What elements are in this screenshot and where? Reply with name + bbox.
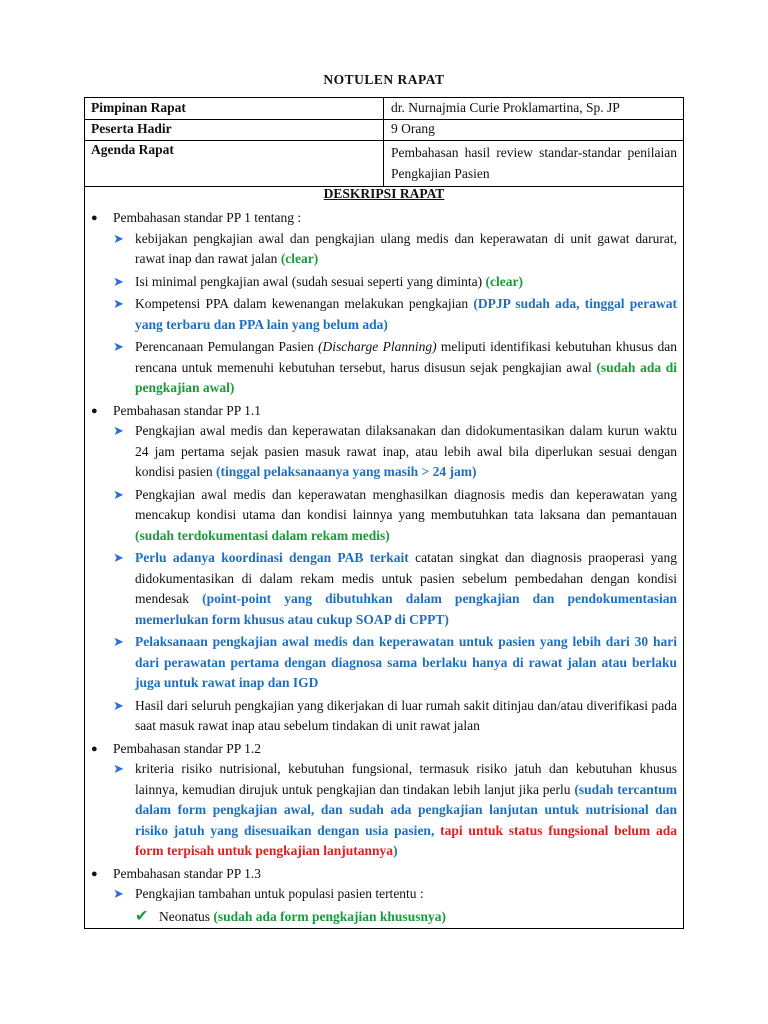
arrow-bullet-icon: ➤ [113,886,124,901]
pimpinan-label: Pimpinan Rapat [91,100,186,115]
list-item [85,907,683,928]
item-note: (sudah ada form pengkajian khususnya) [213,908,446,924]
section-head: Pembahasan standar PP 1.3 [113,865,261,881]
arrow-bullet-icon: ➤ [113,296,124,311]
check-icon: ✔ [135,907,149,925]
bullet-icon: ● [91,404,98,417]
list-item [85,421,683,483]
deskripsi-heading [85,186,683,202]
item-text: meliputi identifikasi kebutuhan khusus dan rencana untuk memenuhi kebutuhan tersebut, harus disusun sejak pengkajian awal [135,339,678,375]
list-item [85,272,683,293]
item-note: (sudah tercantum dalam form pengkajian awal, dan sudah ada pengkajian lanjutan untuk nutrisional dan risiko jatuh yang disesuaikan dengan usia pasien, [135,781,677,838]
item-note-red: tapi untuk status fungsional belum ada form terpisah untuk pengkajian lanjutannya [135,822,677,858]
arrow-bullet-icon: ➤ [113,761,124,776]
list-item [85,337,683,399]
arrow-bullet-icon: ➤ [113,339,124,354]
arrow-bullet-icon: ➤ [113,423,124,438]
section-pp1-1 [85,401,683,422]
list-item [85,294,683,335]
minutes-content [85,208,683,929]
arrow-bullet-icon: ➤ [113,550,124,565]
arrow-bullet-icon: ➤ [113,273,124,289]
list-item [85,884,683,905]
row-agenda [85,140,683,187]
list-item [85,548,683,630]
peserta-label: Peserta Hadir [91,121,172,136]
minutes-table [84,97,684,929]
bullet-icon: ● [91,867,98,880]
agenda-label: Agenda Rapat [91,142,174,157]
section-pp1 [85,208,683,229]
section-pp1-3 [85,864,683,885]
section-head: Pembahasan standar PP 1.2 [113,740,261,756]
item-italic: (Discharge Planning) [318,339,437,354]
pimpinan-value: dr. Nurnajmia Curie Proklamartina, Sp. JP [391,100,620,115]
bullet-icon: ● [91,742,98,755]
item-text: Pengkajian awal medis dan keperawatan dilaksanakan dan didokumentasikan dalam kurun waktu 24 jam pertama sejak pasien masuk rawat inap, atau lebih awal bila diperlukan sesuai dengan kondisi pasien [135,423,677,479]
list-item [85,632,683,694]
item-note: (clear) [280,251,319,266]
item-note: (clear) [485,273,524,289]
agenda-value: Pembahasan hasil review standar-standar penilaian Pengkajian Pasien [391,145,677,181]
peserta-value: 9 Orang [391,121,435,136]
item-text: Pengkajian tambahan untuk populasi pasien tertentu : [135,886,424,901]
arrow-bullet-icon: ➤ [113,697,124,713]
list-item [85,759,683,862]
item-text: Pengkajian awal medis dan keperawatan menghasilkan diagnosis medis dan keperawatan yang mencakup kondisi utama dan kondisi lainnya yang membutuhkan tata laksana dan pemantauan [135,486,677,522]
item-note: (tinggal pelaksanaanya yang masih > 24 jam) [216,464,477,479]
item-note: (DPJP sudah ada, tinggal perawat yang terbaru dan PPA lain yang belum ada) [135,296,677,332]
section-pp1-2 [85,739,683,760]
item-note: (point-point yang dibutuhkan dalam pengkajian dan pendokumentasian memerlukan form khusus atau cukup SOAP di CPPT) [135,591,677,627]
arrow-bullet-icon: ➤ [113,230,124,246]
row-pimpinan [85,98,683,120]
item-text: Kompetensi PPA dalam kewenangan melakukan pengkajian [135,296,474,311]
list-item [85,229,683,270]
item-note: (sudah ada di pengkajian awal) [135,359,677,395]
row-peserta [85,119,683,141]
deskripsi-text: DESKRIPSI RAPAT [323,186,445,201]
item-note-end: ) [393,843,398,858]
item-text: kriteria risiko nutrisional, kebutuhan fungsional, termasuk risiko jatuh dan kebutuhan khusus lainnya, kemudian dirujuk untuk pengkajian dan tindakan lebih lanjut jika perlu [135,761,677,797]
section-head: Pembahasan standar PP 1 tentang : [113,210,302,225]
page-title: NOTULEN RAPAT [323,72,445,87]
item-text: Isi minimal pengkajian awal (sudah sesuai seperti yang diminta) [135,273,486,289]
arrow-bullet-icon: ➤ [113,486,124,502]
item-text: Pelaksanaan pengkajian awal medis dan keperawatan untuk pasien yang lebih dari 30 hari dari perawatan pertama dengan diagnosa sama berlaku hanya di rawat jalan atau berlaku juga untuk rawat inap dan IGD [135,634,677,690]
list-item [85,696,683,737]
item-text: kebijakan pengkajian awal dan pengkajian ulang medis dan keperawatan di unit gawat darurat, rawat inap dan rawat jalan [135,230,677,266]
item-note: (sudah terdokumentasi dalam rekam medis) [135,527,390,543]
item-text: Hasil dari seluruh pengkajian yang dikerjakan di luar rumah sakit ditinjau dan/atau diverifikasi pada saat masuk rawat inap atau sebelum tindakan di unit rawat jalan [135,697,677,733]
item-text: Neonatus [159,908,214,924]
item-lead: Perlu adanya koordinasi dengan PAB terkait [135,550,409,565]
item-text: Perencanaan Pemulangan Pasien [135,339,319,354]
item-text: catatan singkat dan diagnosis praoperasi yang didokumentasikan di dalam rekam medis untuk pasien sebelum pembedahan dengan kondisi mendesak [135,550,677,606]
list-item [85,485,683,547]
arrow-bullet-icon: ➤ [113,634,124,649]
bullet-icon: ● [91,212,98,224]
section-head: Pembahasan standar PP 1.1 [113,402,261,418]
